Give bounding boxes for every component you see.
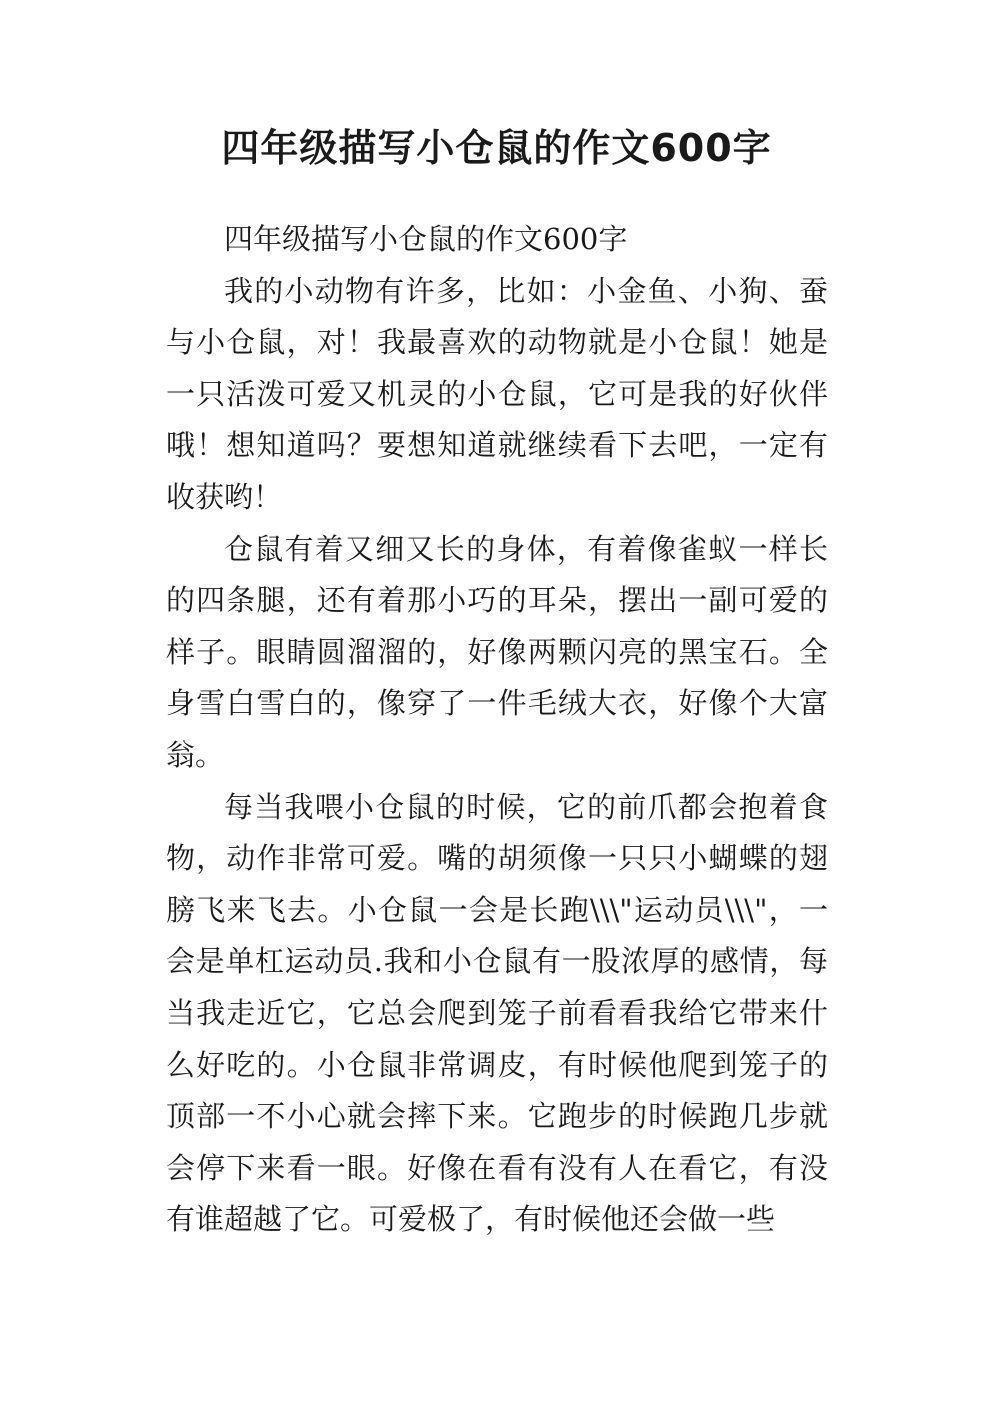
paragraph-subtitle: 四年级描写小仓鼠的作文600字 xyxy=(224,222,628,256)
paragraph: 我的小动物有许多，比如：小金鱼、小狗、蚕与小仓鼠，对！我最喜欢的动物就是小仓鼠！她是一只活泼可爱又机灵的小仓鼠，它可是我的好伙伴哦！想知道吗？要想知道就继续看下去吧，一定有收获哟！ xyxy=(166,273,828,514)
document-title: 四年级描写小仓鼠的作文600字 xyxy=(221,126,772,170)
paragraph: 每当我喂小仓鼠的时候，它的前爪都会抱着食物，动作非常可爱。嘴的胡须像一只只小蝴蝶的翅膀飞来飞去。小仓鼠一会是长跑\\\"运动员\\\"，一会是单杠运动员.我和小仓鼠有一股浓厚的感情，每当我走近它，它总会爬到笼子前看看我给它带来什么好吃的。小仓鼠非常调皮，有时候他爬到笼子的顶部一不小心就会摔下来。它跑步的时候跑几步就会停下来看一眼。好像在看有没有人在看它，有没有谁超越了它。可爱极了，有时候他还会做一些 xyxy=(166,789,828,1237)
paragraph: 仓鼠有着又细又长的身体，有着像雀蚁一样长的四条腿，还有着那小巧的耳朵，摆出一副可爱的样子。眼睛圆溜溜的，好像两颗闪亮的黑宝石。全身雪白雪白的，像穿了一件毛绒大衣，好像个大富翁。 xyxy=(166,531,828,772)
document-body xyxy=(166,214,828,1246)
